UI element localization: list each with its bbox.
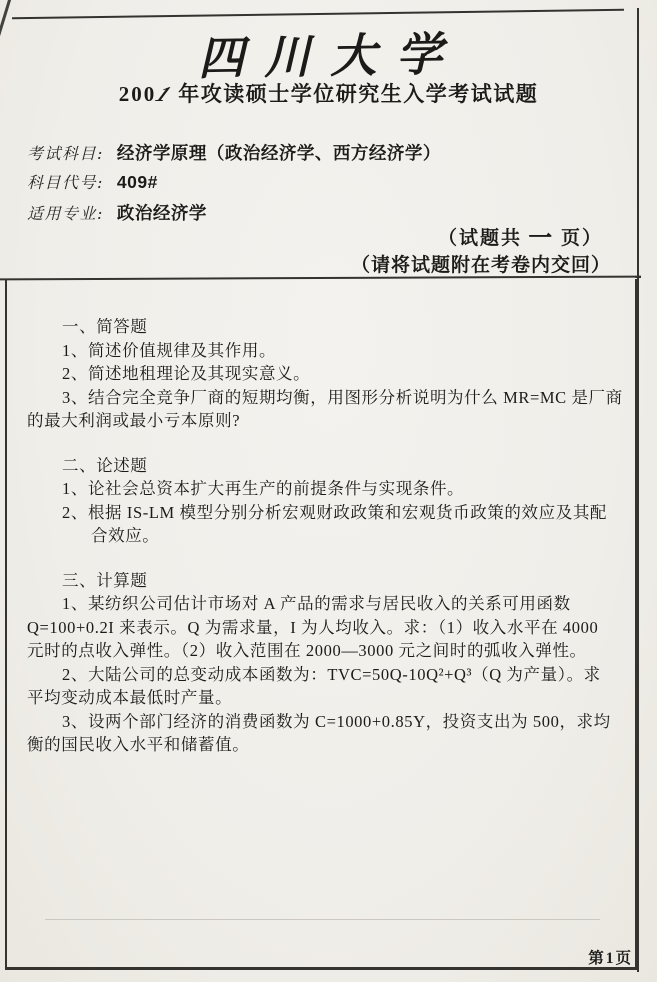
question-line: 的最大利润或最小亏本原则?	[27, 411, 241, 430]
question-line: 2、根据 IS-LM 模型分别分析宏观财政政策和宏观货币政策的效应及其配	[62, 502, 608, 522]
meta-field-row-code	[27, 170, 441, 194]
meta-label-subject: 考试科目:	[27, 144, 104, 163]
question-line: 元时的点收入弹性。（2）收入范围在 2000—3000 元之间时的弧收入弹性。	[27, 641, 587, 660]
section-heading: 三、计算题	[62, 570, 148, 590]
question-line: 2、大陆公司的总变动成本函数为：TVC=50Q-10Q²+Q³（Q 为产量）。求	[62, 664, 601, 684]
question-line: 衡的国民收入水平和储蓄值。	[27, 735, 250, 754]
pages-note-count: 一	[528, 225, 555, 254]
meta-field-row-major	[27, 200, 441, 224]
meta-value-code: 409#	[116, 172, 158, 192]
fold-crease-mark	[0, 0, 14, 39]
question-line: 2、简述地租理论及其现实意义。	[62, 364, 311, 383]
meta-value-major: 政治经济学	[116, 203, 207, 223]
section-heading: 一、简答题	[62, 317, 148, 336]
right-border-line	[637, 8, 639, 972]
question-line: 3、设两个部门经济的消费函数为 C=1000+0.85Y，投资支出为 500，求均	[62, 711, 611, 731]
question-line: 1、简述价值规律及其作用。	[62, 340, 277, 360]
exam-year-digit: 1	[151, 82, 178, 106]
section-short-answer	[27, 315, 625, 433]
question-line: Q=100+0.2I 来表示。Q 为需求量，I 为人均收入。求：（1）收入水平在 4000	[27, 617, 599, 637]
university-title: 四川大学	[197, 26, 463, 86]
question-line: 平均变动成本最低时产量。	[27, 688, 233, 707]
exam-subtitle	[0, 78, 657, 108]
exam-subtitle-text: 年攻读硕士学位研究生入学考试试题	[178, 82, 539, 106]
question-line: 1、某纺织公司估计市场对 A 产品的需求与居民收入的关系可用函数	[62, 594, 571, 613]
meta-label-code: 科目代号:	[27, 173, 104, 192]
meta-label-major: 适用专业:	[27, 204, 104, 223]
exam-meta-block	[27, 140, 441, 230]
meta-field-row-subject	[27, 140, 441, 164]
question-line: 合效应。	[91, 526, 160, 545]
questions-box	[5, 279, 637, 970]
pages-note-suffix: 页）	[560, 228, 603, 249]
pages-note	[437, 223, 603, 254]
section-calculation	[27, 569, 625, 757]
exam-year-prefix: 200	[118, 82, 157, 106]
meta-value-subject: 经济学原理（政治经济学、西方经济学）	[116, 143, 441, 163]
question-line: 1、论社会总资本扩大再生产的前提条件与实现条件。	[62, 479, 465, 498]
pages-note-prefix: （试题共	[437, 228, 522, 249]
section-heading: 二、论述题	[62, 455, 148, 475]
page-number: 第1页	[588, 950, 633, 967]
question-line: 3、结合完全竞争厂商的短期均衡，用图形分析说明为什么 MR=MC 是厂商	[62, 387, 623, 407]
return-note: （请将试题附在考卷内交回）	[350, 255, 611, 276]
scan-scratch-line	[45, 919, 600, 920]
section-essay	[27, 454, 625, 548]
